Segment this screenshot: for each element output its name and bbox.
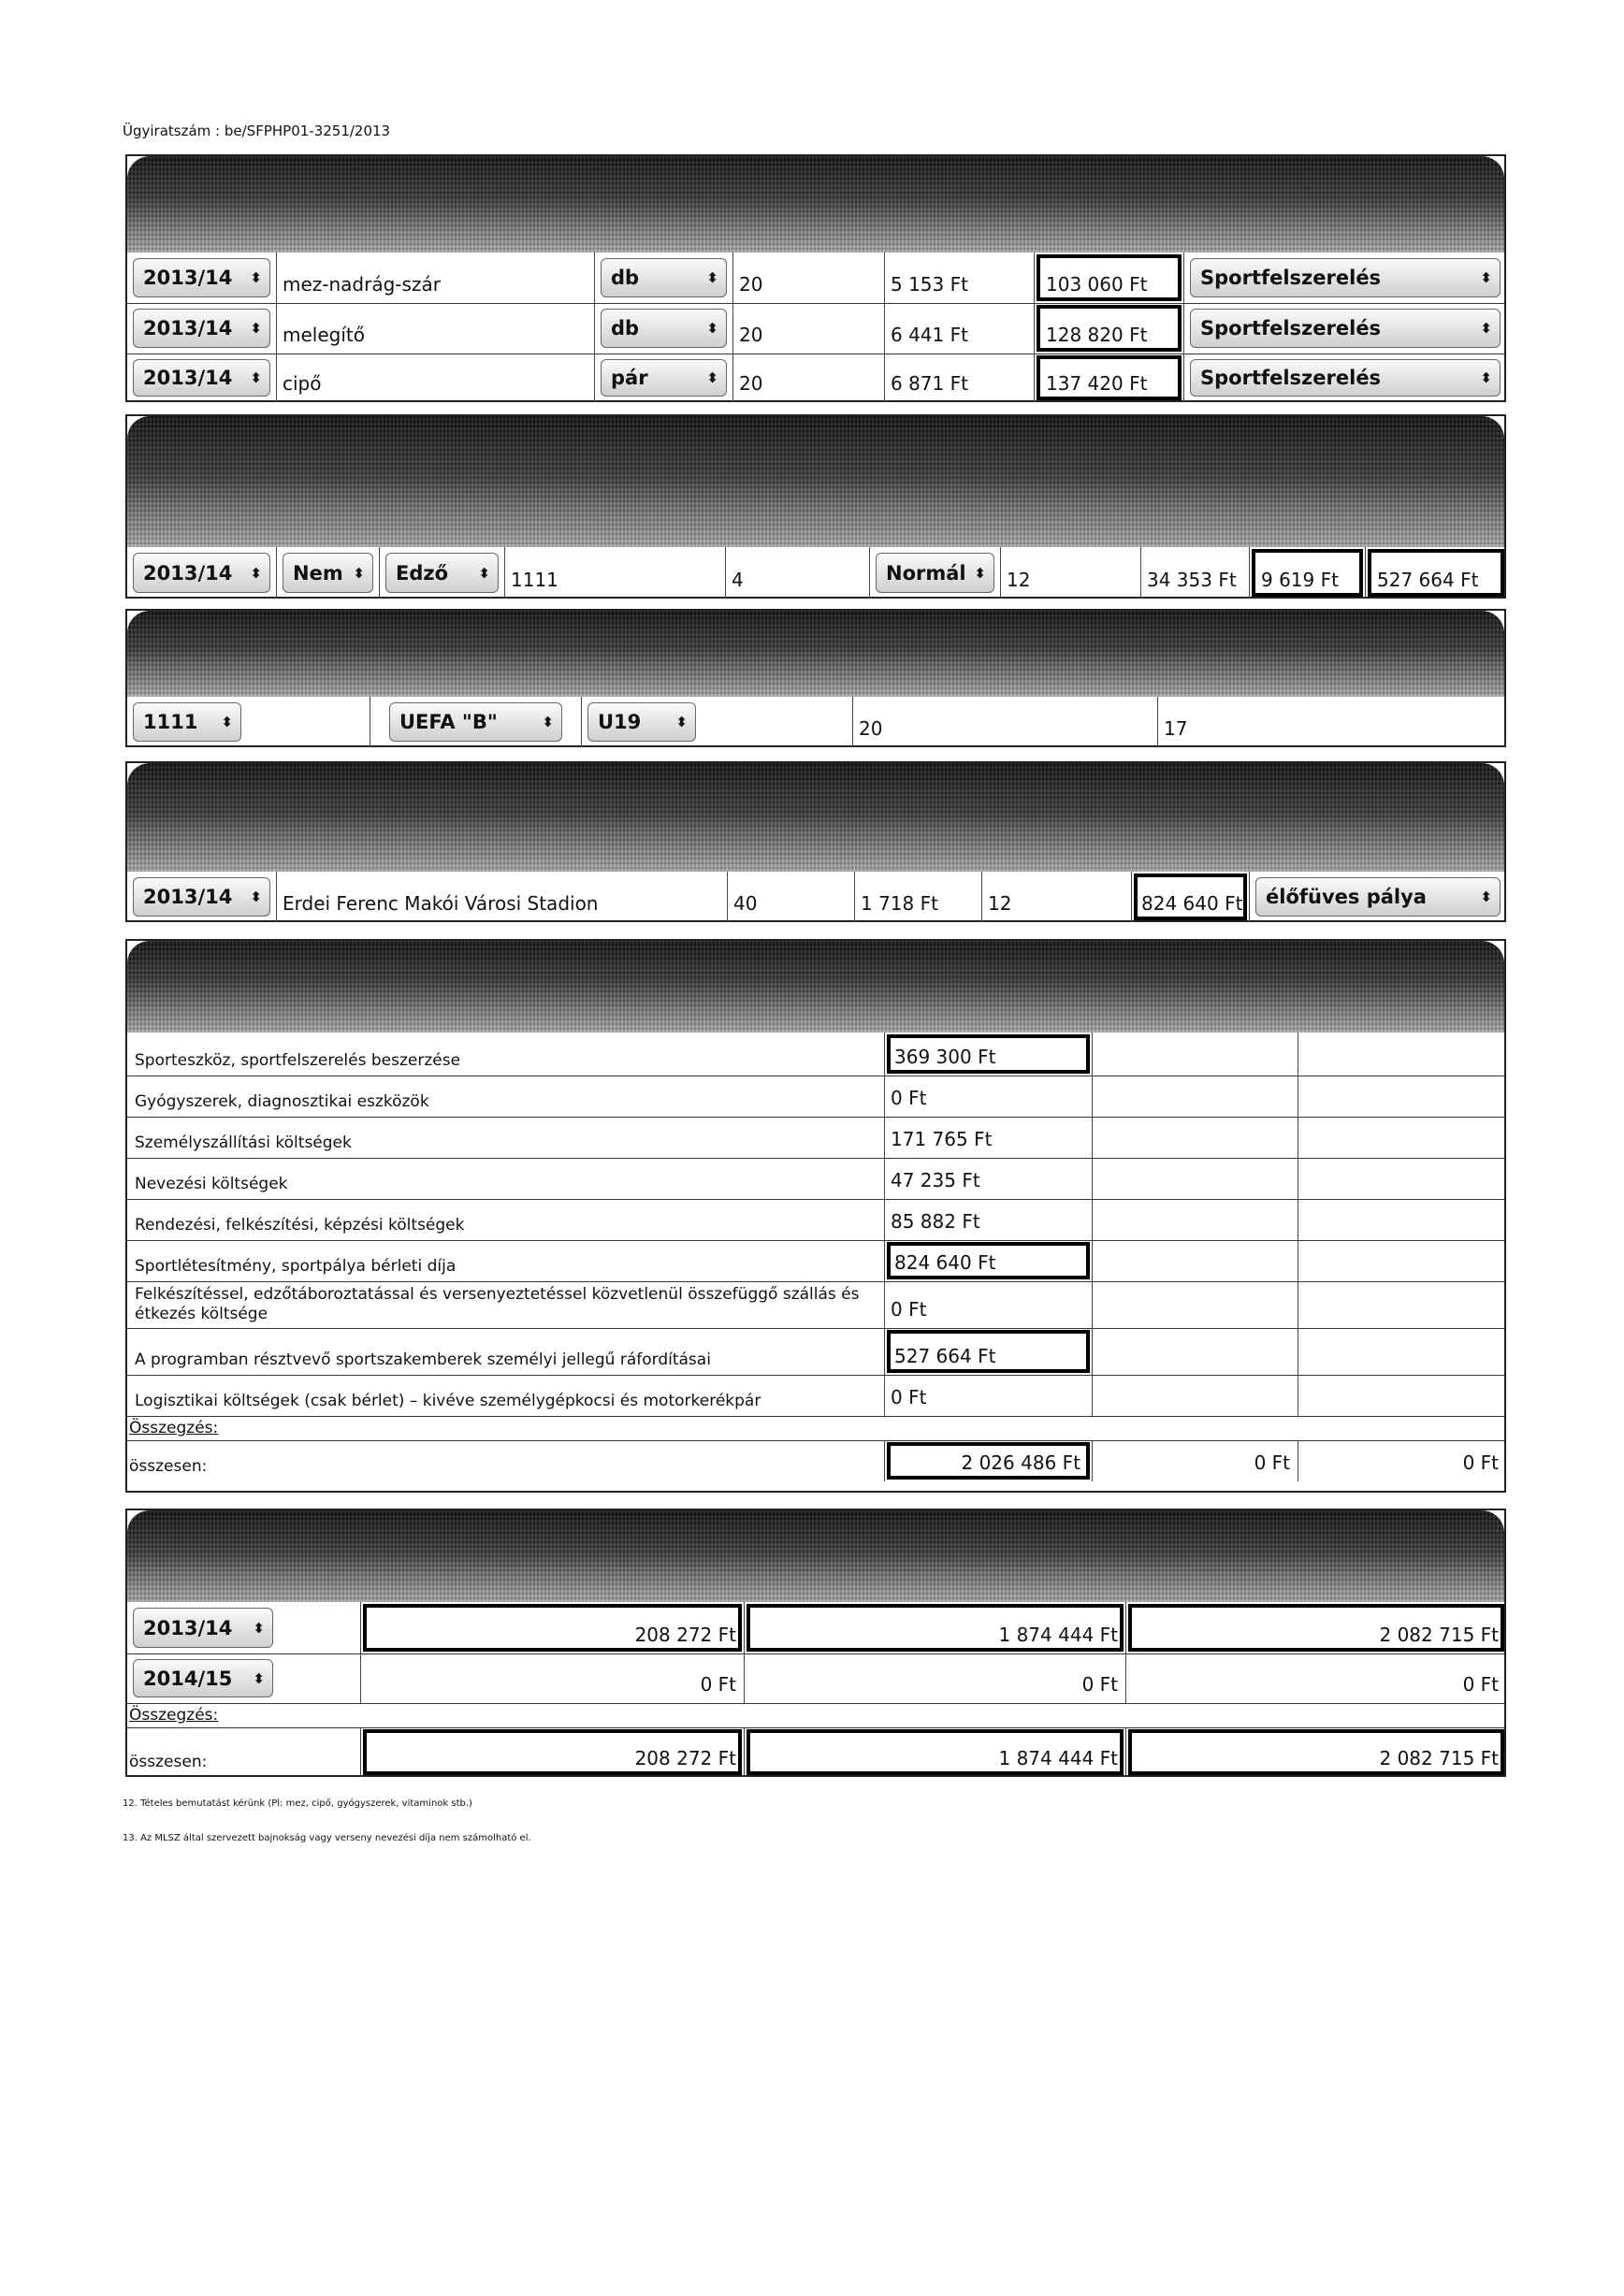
- updown-arrow-icon: ⬍: [706, 320, 718, 337]
- hourly-rate: 1 718 Ft: [861, 892, 938, 915]
- total-label: összesen:: [129, 1457, 208, 1476]
- updown-arrow-icon: ⬍: [250, 369, 262, 386]
- cost-value: 0 Ft: [891, 1298, 927, 1321]
- item-name: melegítő: [283, 324, 365, 346]
- cost-summary-panel: [125, 939, 1506, 1493]
- table-row: [127, 1076, 1504, 1118]
- updown-arrow-icon: ⬍: [1480, 269, 1492, 286]
- panel-header: [127, 156, 1504, 253]
- table-row: [127, 1158, 1504, 1200]
- quantity: 20: [739, 324, 763, 346]
- grand-total: 2 082 715 Ft: [1379, 1747, 1499, 1769]
- footnote-12: 12. Tételes bemutatást kérünk (Pl: mez, cipő, gyógyszerek, vitaminok stb.): [123, 1798, 472, 1809]
- season-select[interactable]: 2014/15 ⬍: [133, 1659, 273, 1697]
- summary-label: Összegzés:: [129, 1706, 219, 1725]
- unit-price: 6 441 Ft: [891, 324, 968, 346]
- updown-arrow-icon: ⬍: [706, 269, 718, 286]
- own-funds-total: 208 272 Ft: [634, 1747, 736, 1769]
- cost-value: 0 Ft: [891, 1386, 927, 1408]
- updown-arrow-icon: ⬍: [542, 714, 554, 730]
- updown-arrow-icon: ⬍: [478, 564, 490, 582]
- quantity: 20: [739, 273, 763, 296]
- type-select[interactable]: Normál ⬍: [876, 553, 994, 593]
- monthly-salary: 34 353 Ft: [1147, 569, 1237, 591]
- total-row: [127, 1440, 1504, 1481]
- cost-label: Nevezési költségek: [135, 1175, 288, 1193]
- total-amount: 0 Ft: [1462, 1673, 1499, 1696]
- facility-months: 12: [988, 892, 1012, 915]
- table-row: [127, 1240, 1504, 1282]
- table-row: [127, 1328, 1504, 1376]
- footnote-13: 13. Az MLSZ által szervezett bajnokság vagy verseny nevezési díja nem számolható el.: [123, 1833, 531, 1843]
- summary-label: Összegzés:: [129, 1419, 219, 1437]
- table-row: [127, 1602, 1504, 1654]
- support-amount: 1 874 444 Ft: [998, 1624, 1118, 1646]
- cost-value: 0 Ft: [891, 1087, 927, 1109]
- field-type-select[interactable]: élőfüves pálya ⬍: [1255, 877, 1501, 917]
- updown-arrow-icon: ⬍: [250, 888, 262, 905]
- updown-arrow-icon: ⬍: [1480, 369, 1492, 386]
- table-row: [127, 1653, 1504, 1704]
- facility-name: Erdei Ferenc Makói Városi Stadion: [283, 892, 599, 915]
- cost-value: 171 765 Ft: [891, 1128, 993, 1150]
- cost-value: 85 882 Ft: [891, 1210, 980, 1233]
- cost-label: Gyógyszerek, diagnosztikai eszközök: [135, 1092, 429, 1111]
- cost-value: 369 300 Ft: [894, 1046, 996, 1068]
- updown-arrow-icon: ⬍: [221, 714, 233, 730]
- cost-total-2: 0 Ft: [1254, 1451, 1290, 1474]
- training-hours: 17: [1164, 717, 1188, 740]
- total-label: összesen:: [129, 1753, 208, 1771]
- season-select[interactable]: 2013/14 ⬍: [133, 309, 270, 348]
- table-row: [127, 697, 1504, 747]
- table-row: [127, 1199, 1504, 1241]
- updown-arrow-icon: ⬍: [1480, 888, 1492, 905]
- cost-value: 47 235 Ft: [891, 1169, 980, 1191]
- category-select[interactable]: Sportfelszerelés ⬍: [1190, 359, 1501, 397]
- support-total: 1 874 444 Ft: [998, 1747, 1118, 1769]
- updown-arrow-icon: ⬍: [353, 564, 365, 582]
- facility-hours: 40: [733, 892, 758, 915]
- own-funds: 0 Ft: [700, 1673, 736, 1696]
- cost-label: Személyszállítási költségek: [135, 1134, 352, 1152]
- license-select[interactable]: UEFA "B" ⬍: [389, 702, 562, 742]
- staff-total: 527 664 Ft: [1377, 569, 1479, 591]
- facility-panel: [125, 761, 1506, 922]
- table-row: [127, 1032, 1504, 1076]
- table-row: [127, 354, 1504, 402]
- cost-total-3: 0 Ft: [1462, 1451, 1499, 1474]
- item-name: cipő: [283, 372, 322, 395]
- unit-select[interactable]: db ⬍: [601, 258, 727, 297]
- season-select[interactable]: 2013/14 ⬍: [133, 553, 270, 593]
- contribution: 9 619 Ft: [1261, 569, 1339, 591]
- summary-row: [127, 1703, 1504, 1728]
- category-select[interactable]: Sportfelszerelés ⬍: [1190, 309, 1501, 348]
- updown-arrow-icon: ⬍: [675, 714, 688, 730]
- season-select[interactable]: 2013/14 ⬍: [133, 359, 270, 397]
- table-row: [127, 1375, 1504, 1417]
- updown-arrow-icon: ⬍: [250, 320, 262, 337]
- facility-total: 824 640 Ft: [1141, 892, 1243, 915]
- quantity: 20: [739, 372, 763, 395]
- staff-count: 4: [732, 569, 744, 591]
- table-row: [127, 872, 1504, 922]
- staff-id: 1111: [511, 569, 558, 591]
- panel-header: [127, 611, 1504, 697]
- panel-header: [127, 763, 1504, 872]
- cost-label: Felkészítéssel, edzőtáboroztatással és versenyeztetéssel közvetlenül összefüggő szállás és étkezés költsége: [135, 1285, 860, 1323]
- category-select[interactable]: Sportfelszerelés ⬍: [1190, 258, 1501, 297]
- role-select[interactable]: Edző ⬍: [385, 553, 499, 593]
- player-count: 20: [859, 717, 883, 740]
- total-row: [127, 1727, 1504, 1777]
- months: 12: [1007, 569, 1031, 591]
- cost-label: Sportlétesítmény, sportpálya bérleti díja: [135, 1257, 457, 1276]
- summary-row: [127, 1416, 1504, 1441]
- gender-select[interactable]: Nem ⬍: [283, 553, 373, 593]
- own-funds: 208 272 Ft: [634, 1624, 736, 1646]
- staff-panel: [125, 414, 1506, 599]
- cost-label: Sporteszköz, sportfelszerelés beszerzése: [135, 1051, 461, 1070]
- table-row: [127, 1117, 1504, 1159]
- unit-price: 5 153 Ft: [891, 273, 968, 296]
- table-row: [127, 303, 1504, 354]
- panel-header: [127, 941, 1504, 1032]
- updown-arrow-icon: ⬍: [706, 369, 718, 386]
- financing-panel: [125, 1509, 1506, 1777]
- total-amount: 2 082 715 Ft: [1379, 1624, 1499, 1646]
- document-id: Ügyiratszám : be/SFPHP01-3251/2013: [123, 123, 391, 139]
- updown-arrow-icon: ⬍: [250, 269, 262, 286]
- updown-arrow-icon: ⬍: [253, 1669, 265, 1687]
- updown-arrow-icon: ⬍: [1480, 320, 1492, 337]
- unit-select[interactable]: db ⬍: [601, 309, 727, 348]
- item-name: mez-nadrág-szár: [283, 273, 441, 296]
- cost-label: Rendezési, felkészítési, képzési költségek: [135, 1216, 465, 1235]
- table-row: [127, 547, 1504, 599]
- season-select[interactable]: 2013/14 ⬍: [133, 1608, 273, 1648]
- updown-arrow-icon: ⬍: [250, 564, 262, 582]
- updown-arrow-icon: ⬍: [974, 564, 986, 582]
- table-row: [127, 253, 1504, 304]
- equipment-panel: [125, 154, 1506, 402]
- cost-total: 2 026 486 Ft: [961, 1451, 1080, 1474]
- coach-panel: [125, 609, 1506, 747]
- age-group-select[interactable]: U19 ⬍: [587, 702, 696, 742]
- updown-arrow-icon: ⬍: [253, 1619, 265, 1637]
- table-row: [127, 1281, 1504, 1329]
- cost-value: 527 664 Ft: [894, 1345, 996, 1367]
- total-price: 128 820 Ft: [1046, 324, 1148, 346]
- cost-label: A programban résztvevő sportszakemberek személyi jellegű ráfordításai: [135, 1350, 711, 1369]
- cost-value: 824 640 Ft: [894, 1251, 996, 1274]
- cost-label: Logisztikai költségek (csak bérlet) – kivéve személygépkocsi és motorkerékpár: [135, 1392, 761, 1410]
- season-select[interactable]: 2013/14 ⬍: [133, 877, 270, 917]
- panel-header: [127, 1510, 1504, 1602]
- unit-select[interactable]: pár ⬍: [601, 359, 727, 397]
- unit-price: 6 871 Ft: [891, 372, 968, 395]
- total-price: 137 420 Ft: [1046, 372, 1148, 395]
- support-amount: 0 Ft: [1081, 1673, 1118, 1696]
- season-select[interactable]: 2013/14 ⬍: [133, 258, 270, 297]
- coach-id-select[interactable]: 1111 ⬍: [133, 702, 241, 742]
- panel-header: [127, 416, 1504, 547]
- total-price: 103 060 Ft: [1046, 273, 1148, 296]
